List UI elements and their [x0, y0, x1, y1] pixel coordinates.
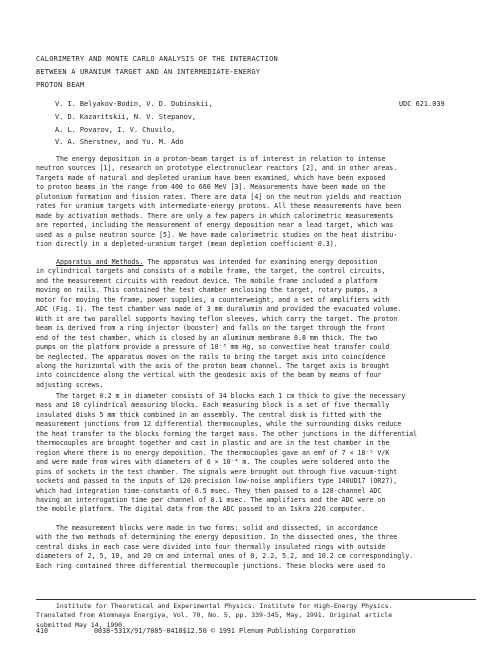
section-heading: Apparatus and Methods. — [56, 258, 144, 266]
text-line: rates for uranium targets with intermediate-energy protons. All these measurements have been — [36, 202, 402, 211]
text-line: diameters of 2, 5, 10, and 20 cm and internal ones of 0, 2.2, 5.2, and 10.2 cm correspondingly. — [36, 552, 414, 561]
footnote-divider — [36, 599, 476, 600]
text-line: having an interrogation time per channel of 0.1 msec. The amplifiers and the ADC were on — [36, 495, 386, 504]
text-line: moving on rails. This contained the test chamber enclosing the target, rotary pumps, a — [36, 286, 378, 295]
copyright-line: 0038-531X/91/7005-0410$12.50 © 1991 Plenum Publishing Corporation — [94, 627, 356, 635]
text-line: made by activation methods. There are only a few papers in which calorimetric measurements — [36, 211, 394, 220]
text-line: used as a pulse neutron source [5]. We have made calorimetric studies on the heat distribu- — [36, 230, 398, 239]
text-line: beam is derived from a ring injector (booster) and falls on the target through the front — [36, 324, 386, 333]
text-line: and were made from wires with diameters of 6 × 10⁻⁴ m. The couples were soldered onto the — [36, 458, 390, 467]
text-line: The measurement blocks were made in two forms: solid and dissected, in accordance — [56, 524, 378, 532]
author-line: A. L. Povarov, I. V. Chuvilo, — [55, 125, 176, 134]
text-line: The target 0.2 m in diameter consists of 34 blocks each 1 cm thick to give the necessary — [56, 392, 406, 400]
text-line: With it are two parallel supports having teflon sleeves, which carry the target. The proton — [36, 314, 398, 323]
text-line: sockets and passed to the inputs of 120 precision low-noise amplifiers type 140UD17 (OR27), — [36, 477, 398, 486]
target-paragraph — [36, 392, 472, 515]
article-title-line-2: BETWEEN A URANIUM TARGET AND AN INTERMEDIATE-ENERGY — [36, 68, 261, 76]
text-line: in cylindrical targets and consists of a mobile frame, the target, the control circuits, — [36, 267, 386, 276]
text-line: the heat transfer to the blocks forming the target mass. The other junctions in the differential — [36, 429, 418, 438]
text-line-rest: The apparatus was intended for examining energy deposition — [143, 258, 378, 266]
text-line: and the measurement circuits with readout device. The mobile frame included a platform — [36, 276, 378, 285]
footnote-line: submitted May 14, 1990. — [36, 620, 127, 629]
article-title-line-3: PROTON BEAM — [36, 81, 85, 89]
intro-paragraph — [36, 155, 472, 250]
text-line: pins of sockets in the test chamber. The signals were brought out through five vacuum-tight — [36, 467, 398, 476]
text-line: The energy deposition in a proton-beam target is of interest in relation to intense — [56, 155, 386, 163]
text-line: adjusting screws. — [36, 380, 104, 389]
text-line: pumps on the platform provide a pressure of 10⁻³ mm Hg, so convective heat transfer could — [36, 343, 390, 352]
text-line: to proton beams in the range from 400 to 660 MeV [3]. Measurements have been made on the — [36, 183, 386, 192]
text-line: which had integration time-constants of 0.5 msec. They then passed to a 128-channel ADC — [36, 486, 382, 495]
author-line: V. D. Kazaritskii, N. V. Stepanov, — [55, 112, 197, 121]
text-line: plutonium formation and fission rates. There are data [4] on the neutron yields and reaction — [36, 192, 402, 201]
text-line: end of the test chamber, which is closed by an aluminum membrane 0.8 mm thick. The two — [36, 333, 378, 342]
text-line: be neglected. The apparatus moves on the rails to bring the target axis into coincidence — [36, 352, 386, 361]
text-line: mass and 10 cylindrical measuring blocks. Each measuring block is a set of five thermally — [36, 401, 390, 410]
text-line: motor for moving the frame, power supplies, a counterweight, and a set of amplifiers with — [36, 295, 390, 304]
text-line: with the two methods of determining the energy deposition. In the dissected ones, the three — [36, 533, 398, 542]
text-line: thermocouples are brought together and cast in plastic and are in the test chamber in the — [36, 439, 390, 448]
footnote — [36, 602, 476, 630]
text-line: are reported, including the measurement of energy deposition near a lead target, which was — [36, 221, 394, 230]
text-line: Each ring contained three differential thermocouple junctions. These blocks were used to — [36, 561, 386, 570]
text-line: the mobile platform. The digital data from the ADC passed to an Iskra 226 computer. — [36, 505, 366, 514]
text-line: tion directly in a depleted-uranium target (mean depletion coefficient 0.3). — [36, 240, 338, 249]
page-number: 410 — [36, 627, 49, 635]
udc-code: UDC 621.039 — [399, 100, 445, 108]
text-line: central disks in each case were divided into four thermally insulated rings with outside — [36, 542, 386, 551]
apparatus-paragraph — [36, 258, 472, 390]
footnote-line: Institute for Theoretical and Experimental Physics. Institute for High-Energy Physics. — [56, 602, 393, 610]
text-line: insulated disks 5 mm thick combined in an assembly. The central disk is fitted with the — [36, 410, 382, 419]
text-line — [36, 258, 472, 267]
author-line: V. A. Sherstnev, and Yu. M. Ado — [55, 138, 184, 147]
footnote-line: Translated from Atomnaya Énergiya, Vol. 70, No. 5, pp. 339-345, May, 1991. Original article — [36, 611, 393, 620]
text-line: into coincidence along the vertical with the geodesic axis of the beam by means of four — [36, 371, 382, 380]
text-line: region where there is no energy deposition. The thermocouples gave an emf of 7 × 10⁻⁵ V/K — [36, 448, 390, 457]
blocks-paragraph — [36, 524, 472, 571]
text-line: ADC (Fig. 1). The test chamber was made of 3 mm duralumin and provided the evacuated volume. — [36, 305, 402, 314]
text-line: measurement junctions from 12 differential thermocouples, while the surrounding disks reduce — [36, 420, 402, 429]
text-line: neutron sources [1], research on prototype electronuclear reactors [2], and in other areas. — [36, 164, 398, 173]
text-line: Targets made of natural and depleted uranium have been examined, which have been exposed — [36, 173, 386, 182]
author-list — [55, 98, 335, 149]
article-title-line-1: CALORIMETRY AND MONTE CARLO ANALYSIS OF THE INTERACTION — [36, 55, 278, 63]
text-line: along the horizontal with the axis of the proton beam channel. The target axis is brought — [36, 361, 390, 370]
author-line: V. I. Belyakov-Bodin, V. D. Dubinskii, — [55, 100, 213, 108]
